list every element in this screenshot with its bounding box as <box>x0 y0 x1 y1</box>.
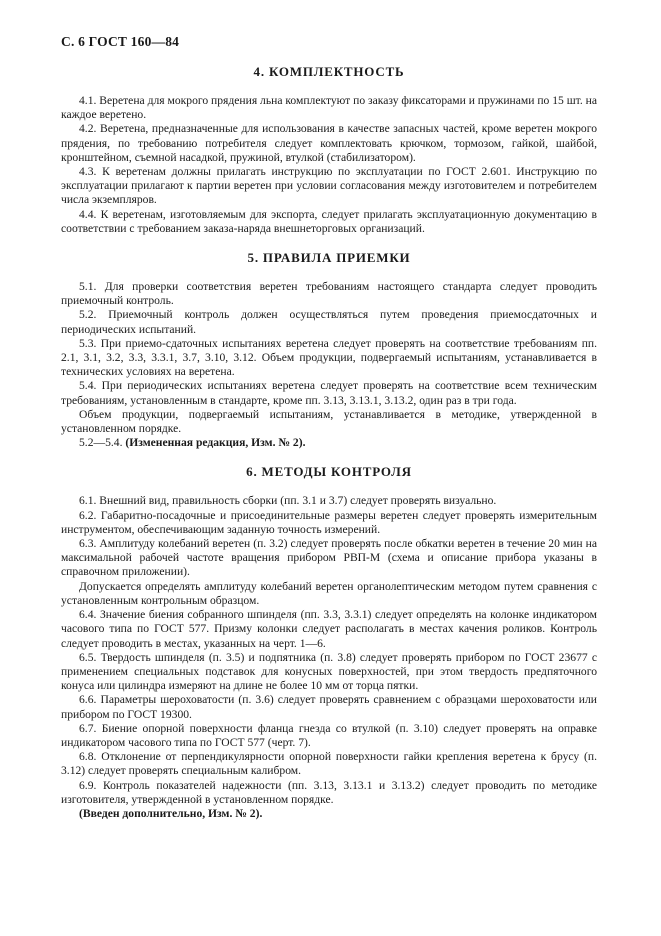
paragraph: 6.5. Твердость шпинделя (п. 3.5) и подпятника (п. 3.8) следует проверять прибором по ГОСТ 23677 с применением специальных подставок для конусных поверхностей, при этом твердость предпяточного конуса или цилиндра измеряют на длине не более 10 мм от торца пятки. <box>61 650 597 693</box>
paragraph: 6.4. Значение биения собранного шпинделя (пп. 3.3, 3.3.1) следует определять на колонке индикатором часового типа по ГОСТ 577. Призму колонки следует располагать в местах качения роликов. Контроль следует проводить в местах, указанных на черт. 1—6. <box>61 608 597 650</box>
paragraph: 5.3. При приемо-сдаточных испытаниях веретена следует проверять на соответствие требованиям пп. 2.1, 3.1, 3.2, 3.3, 3.3.1, 3.7, 3.10, 3.12. Объем продукции, подвергаемый испытаниям, устанавливается в технических условиях на веретена. <box>61 336 597 379</box>
paragraph: 4.4. К веретенам, изготовляемым для экспорта, следует прилагать эксплуатационную документацию в соответствии с требованием заказа-наряда внешнеторговых организаций. <box>61 207 597 235</box>
paragraph: 6.9. Контроль показателей надежности (пп. 3.13, 3.13.1 и 3.13.2) следует проводить по методике изготовителя, утвержденной в установленном порядке. <box>61 778 597 806</box>
section-6 <box>61 464 597 821</box>
paragraph: 6.1. Внешний вид, правильность сборки (пп. 3.1 и 3.7) следует проверять визуально. <box>79 494 497 508</box>
paragraph: Допускается определять амплитуду колебаний веретен органолептическим методом путем сравнения с установленным контрольным образцом. <box>61 579 597 607</box>
paragraph: 4.2. Веретена, предназначенные для использования в качестве запасных частей, кроме веретен мокрого прядения, по требованию потребителя следует комплектовать крючком, тормозом, гайкой, шайбой, кронштейном, съемной насадкой, пружиной, втулкой (стабилизатором). <box>61 122 597 164</box>
paragraph: 4.1. Веретена для мокрого прядения льна комплектуют по заказу фиксаторами и пружинами по 15 шт. на каждое веретено. <box>61 94 597 122</box>
paragraph <box>61 807 597 821</box>
section-title: 6. МЕТОДЫ КОНТРОЛЯ <box>246 464 412 480</box>
document-body <box>61 64 597 821</box>
paragraph: 5.4. При периодических испытаниях веретена следует проверять на соответствие всем техническим требованиям, установленным в стандарте, кроме пп. 3.13, 3.13.1, 3.13.2, один раз в три года. <box>61 379 597 407</box>
section-4 <box>61 64 597 236</box>
paragraph: 5.1. Для проверки соответствия веретен требованиям настоящего стандарта следует проводить приемочный контроль. <box>61 280 597 308</box>
paragraph: 6.7. Биение опорной поверхности фланца гнезда со втулкой (п. 3.10) следует проверять на оправке индикатором часового типа по ГОСТ 577 (черт. 7). <box>61 721 597 749</box>
paragraph-ref: 5.2—5.4. <box>79 436 126 450</box>
page-header: С. 6 ГОСТ 160—84 <box>61 34 180 49</box>
paragraph: 5.2. Приемочный контроль должен осуществляться путем проведения приемосдаточных и периодических испытаний. <box>61 308 597 336</box>
paragraph: 6.6. Параметры шероховатости (п. 3.6) следует проверять сравнением с образцами шероховатости или прибором по ГОСТ 19300. <box>61 693 597 721</box>
section-5 <box>61 250 597 450</box>
section-title: 5. ПРАВИЛА ПРИЕМКИ <box>247 250 411 266</box>
amendment-note: (Введен дополнительно, Изм. № 2). <box>79 806 263 820</box>
paragraph <box>61 436 597 450</box>
section-title: 4. КОМПЛЕКТНОСТЬ <box>253 64 405 79</box>
amendment-note: (Измененная редакция, Изм. № 2). <box>125 436 306 450</box>
paragraph: Объем продукции, подвергаемый испытаниям, устанавливается в методике, утвержденной в установленном порядке. <box>61 407 597 436</box>
paragraph: 6.2. Габаритно-посадочные и присоединительные размеры веретен следует проверять измерительным инструментом, обеспечивающим заданную точность измерений. <box>61 508 597 536</box>
paragraph: 6.3. Амплитуду колебаний веретен (п. 3.2) следует проверять после обкатки веретен в течение 20 мин на максимальной рабочей частоте вращения прибором РВП-М (схема и описание прибора указаны в справочном приложении). <box>61 537 597 579</box>
paragraph: 6.8. Отклонение от перпендикулярности опорной поверхности гайки крепления веретена к брусу (п. 3.12) следует проверять специальным калибром. <box>61 750 597 778</box>
paragraph: 4.3. К веретенам должны прилагать инструкцию по эксплуатации по ГОСТ 2.601. Инструкцию по эксплуатации прилагают к партии веретен при условии согласования между изготовителем и потребителем числа экземпляров. <box>61 165 597 207</box>
